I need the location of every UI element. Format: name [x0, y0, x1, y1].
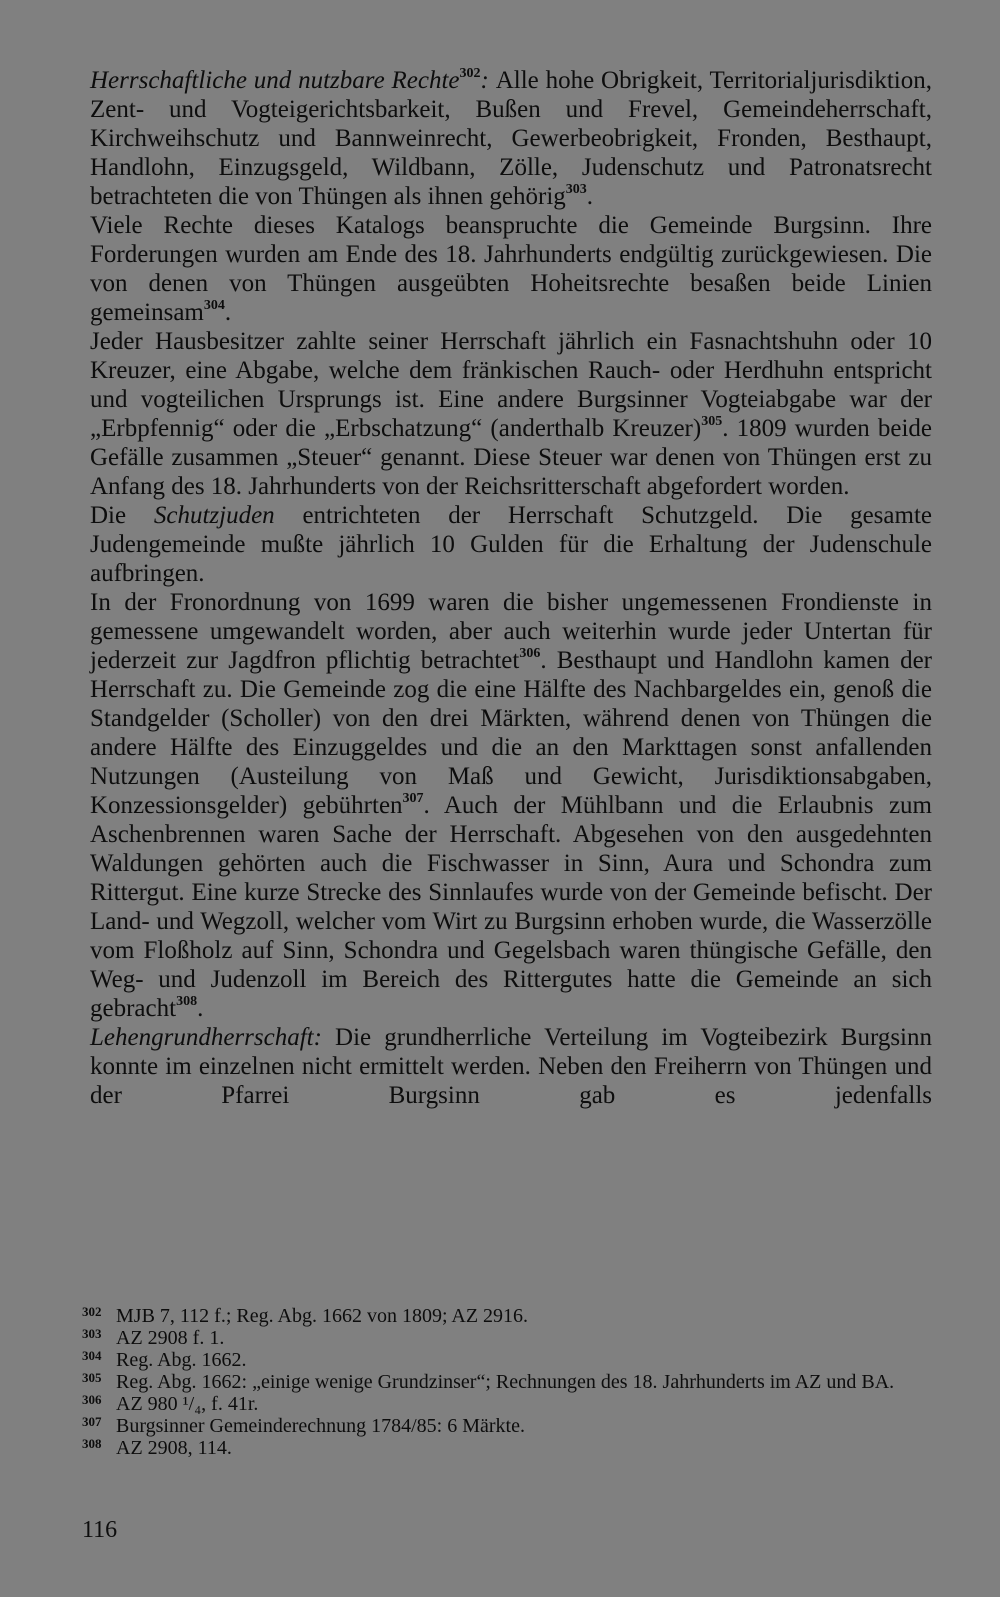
footnote: [82, 1349, 932, 1371]
footnote-ref: 303: [565, 181, 587, 197]
footnote: [82, 1371, 932, 1393]
italic-text: Schutzjuden: [153, 502, 275, 529]
footnote-text: AZ 2908 f. 1.: [116, 1327, 225, 1349]
footnotes: [82, 1305, 932, 1459]
paragraph: [90, 1023, 932, 1110]
body-text: [90, 66, 932, 1110]
footnote-text: AZ 2908, 114.: [116, 1437, 232, 1459]
text-run: . Besthaupt und Handlohn kamen der Herrschaft zu. Die Gemeinde zog die eine Hälfte des Nachbargeldes ein, genoß die Standgelder (Scholler) von den drei Märkten, während denen von Thüngen die andere Hälfte des Einzuggeldes und die an den Markttagen sonst anfallenden Nutzungen (Austeilung von Maß und Gewicht, Jurisdiktionsabgaben, Konzessionsgelder) gebührten: [90, 647, 932, 819]
text-run: .: [586, 183, 594, 210]
paragraph: [90, 211, 932, 327]
footnote-ref: 307: [402, 790, 424, 806]
text-run: Die: [90, 502, 154, 529]
footnote-text: Reg. Abg. 1662.: [116, 1349, 247, 1371]
footnote-ref: 304: [203, 297, 225, 313]
footnote: [82, 1305, 932, 1327]
text-run: In der Fronordnung von 1699 waren die bisher ungemessenen Frondienste in gemessene umgewandelt worden, aber auch weiterhin wurde jeder Untertan für jederzeit zur Jagdfron pflichtig betrachtet: [90, 589, 932, 674]
footnote-number: 304: [82, 1348, 102, 1363]
footnote: [82, 1437, 932, 1459]
footnote-number: 303: [82, 1326, 102, 1341]
italic-text: Lehengrundherrschaft:: [90, 1024, 322, 1051]
footnote-number: 302: [82, 1304, 102, 1319]
footnote-text: MJB 7, 112 f.; Reg. Abg. 1662 von 1809; AZ 2916.: [116, 1305, 529, 1327]
footnote-ref: 302: [459, 65, 481, 81]
footnote-number: 306: [82, 1392, 102, 1407]
text-run: Alle hohe Obrigkeit, Territorialjurisdiktion, Zent- und Vogteigerichtsbarkeit, Bußen und Frevel, Gemeindeherrschaft, Kirchweihschutz und Bannweinrecht, Gewerbeobrigkeit, Fronden, Besthaupt, Handlohn, Einzugsgeld, Wildbann, Zölle, Judenschutz und Patronatsrecht betrachteten die von Thüngen als ihnen gehörig: [90, 67, 932, 210]
footnote: [82, 1415, 932, 1437]
page-number: 116: [82, 1517, 118, 1543]
footnote-number: 307: [82, 1414, 102, 1429]
footnote: [82, 1327, 932, 1349]
text-run: .: [224, 299, 232, 326]
footnote-text: AZ 980 ¹/₄, f. 41r.: [116, 1393, 259, 1415]
paragraph: [90, 327, 932, 501]
text-run: entrichteten der Herrschaft Schutzgeld. Die gesamte Judengemeinde mußte jährlich 10 Gulden für die Erhaltung der Judenschule aufbringen.: [90, 502, 932, 587]
footnote-ref: 306: [519, 645, 541, 661]
footnote-ref: 305: [701, 413, 723, 429]
paragraph: [90, 588, 932, 1023]
italic-text: :: [480, 67, 496, 94]
text-run: . 1809 wurden beide Gefälle zusammen „Steuer“ genannt. Diese Steuer war denen von Thüngen erst zu Anfang des 18. Jahrhunderts von der Reichsritterschaft abgefordert worden.: [90, 415, 932, 500]
text-run: Jeder Hausbesitzer zahlte seiner Herrschaft jährlich ein Fasnachtshuhn oder 10 Kreuzer, eine Abgabe, welche dem fränkischen Rauch- oder Herdhuhn entspricht und vogteilichen Ursprungs ist. Eine andere Burgsinner Vogteiabgabe war der „Erbpfennig“ oder die „Erbschatzung“ (anderthalb Kreuzer): [90, 328, 932, 442]
text-run: .: [197, 995, 204, 1022]
paragraph: [90, 501, 932, 588]
italic-text: Herrschaftliche und nutzbare Rechte: [90, 67, 460, 94]
text-run: Die grundherrliche Verteilung im Vogteibezirk Burgsinn konnte im einzelnen nicht ermittelt werden. Neben den Freiherrn von Thüngen und der Pfarrei Burgsinn gab es jedenfalls: [90, 1024, 932, 1109]
text-run: Viele Rechte dieses Katalogs beanspruchte die Gemeinde Burgsinn. Ihre Forderungen wurden am Ende des 18. Jahrhunderts endgültig zurückgewiesen. Die von denen von Thüngen ausgeübten Hoheitsrechte besaßen beide Linien gemeinsam: [90, 212, 932, 326]
footnote-number: 308: [82, 1436, 102, 1451]
footnote-text: Reg. Abg. 1662: „einige wenige Grundzinser“; Rechnungen des 18. Jahrhunderts im AZ und BA.: [116, 1371, 895, 1393]
footnote-text: Burgsinner Gemeinderechnung 1784/85: 6 Märkte.: [116, 1415, 525, 1437]
text-run: . Auch der Mühlbann und die Erlaubnis zum Aschenbrennen waren Sache der Herrschaft. Abgesehen von den ausgedehnten Waldungen gehörten auch die Fischwasser in Sinn, Aura und Schondra zum Rittergut. Eine kurze Strecke des Sinnlaufes wurde von der Gemeinde befischt. Der Land- und Wegzoll, welcher vom Wirt zu Burgsinn erhoben wurde, die Wasserzölle vom Floßholz auf Sinn, Schondra und Gegelsbach waren thüngische Gefälle, den Weg- und Judenzoll im Bereich des Rittergutes hatte die Gemeinde an sich gebracht: [90, 792, 932, 1022]
footnote-ref: 308: [176, 993, 198, 1009]
footnote: [82, 1393, 932, 1415]
footnote-number: 305: [82, 1370, 102, 1385]
paragraph: [90, 66, 932, 211]
